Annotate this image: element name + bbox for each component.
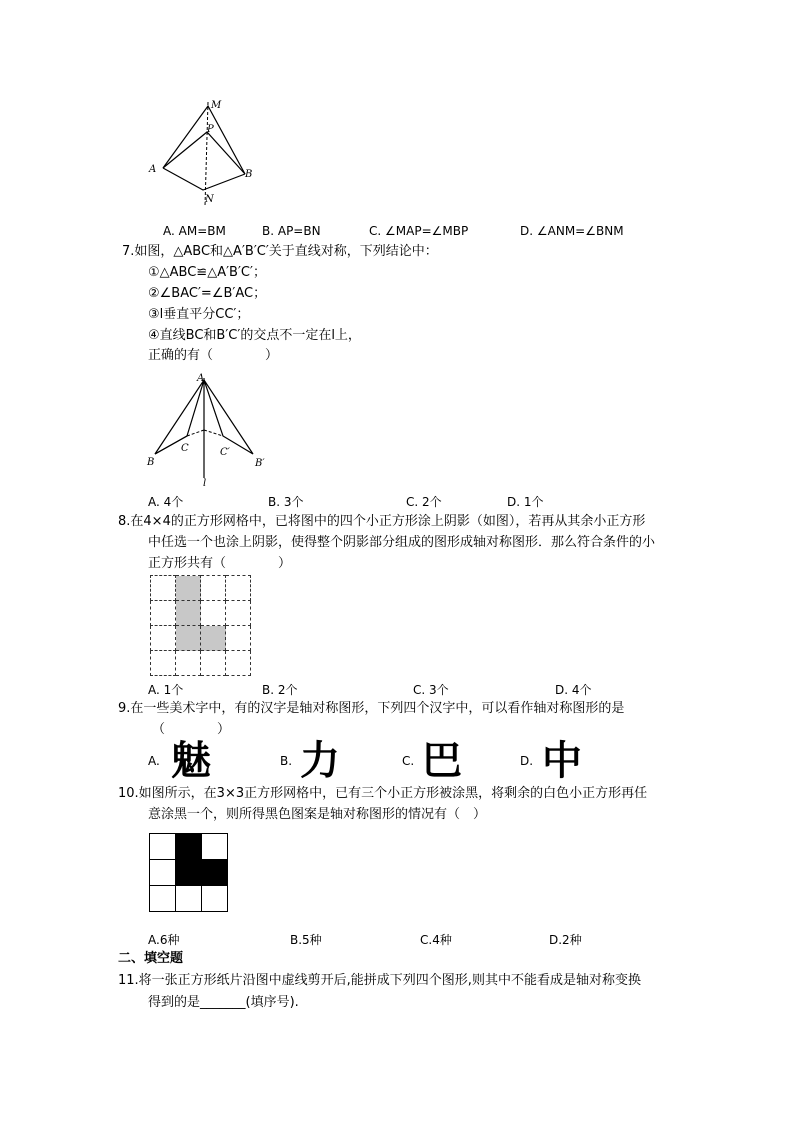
- q10-option-c[interactable]: C.4种: [420, 933, 452, 947]
- q9-line-2: （ ）: [152, 722, 231, 737]
- q8-option-b[interactable]: B. 2个: [262, 683, 298, 697]
- q8-option-d[interactable]: D. 4个: [555, 683, 592, 697]
- q10-option-d[interactable]: D.2种: [549, 933, 582, 947]
- q10-grid: [149, 833, 228, 912]
- q10-option-a[interactable]: A.6种: [148, 933, 180, 947]
- q6-label-a: A: [149, 164, 157, 175]
- q6-label-m: M: [211, 100, 222, 111]
- q9-option-c-letter[interactable]: C.: [402, 754, 415, 768]
- q10-option-b[interactable]: B.5种: [290, 933, 322, 947]
- q6-label-b: B: [245, 169, 253, 180]
- q7-option-d[interactable]: D. 1个: [507, 495, 544, 509]
- q9-option-a-char[interactable]: 魅: [171, 738, 211, 784]
- q7-option-b[interactable]: B. 3个: [268, 495, 304, 509]
- q8-line-1: 8.在4×4的正方形网格中，已将图中的四个小正方形涂上阴影（如图），若再从其余小正方形: [118, 514, 646, 529]
- q7-label-b: B: [147, 457, 155, 468]
- q6-option-d[interactable]: D. ∠ANM=∠BNM: [520, 224, 624, 238]
- q7-label-b-prime: B′: [255, 458, 265, 469]
- q8-option-c[interactable]: C. 3个: [413, 683, 449, 697]
- q6-label-n: N: [205, 194, 214, 205]
- q9-option-b-char[interactable]: 力: [300, 738, 340, 784]
- q10-line-2: 意涂黑一个，则所得黑色图案是轴对称图形的情况有（ ）: [148, 807, 487, 822]
- q9-line-1: 9.在一些美术字中，有的汉字是轴对称图形，下列四个汉字中，可以看作轴对称图形的是: [118, 701, 625, 716]
- q8-line-2: 中任选一个也涂上阴影，使得整个阴影部分组成的图形成轴对称图形．那么符合条件的小: [148, 535, 656, 550]
- q7-label-l: l: [203, 478, 207, 488]
- q7-ask: 正确的有（ ）: [148, 348, 279, 363]
- q6-option-a[interactable]: A. AM=BM: [163, 224, 226, 238]
- q7-stem: 7.如图，△ABC和△A′B′C′关于直线对称，下列结论中：: [122, 244, 438, 259]
- q10-line-1: 10.如图所示，在3×3正方形网格中，已有三个小正方形被涂黑，将剩余的白色小正方形再任: [118, 786, 648, 801]
- q9-option-d-char[interactable]: 中: [542, 738, 582, 784]
- q8-grid: [150, 575, 251, 676]
- q7-item-1: ①△ABC≌△A′B′C′；: [148, 265, 266, 280]
- q8-option-a[interactable]: A. 1个: [148, 683, 184, 697]
- q7-item-4: ④直线BC和B′C′的交点不一定在l上，: [148, 328, 361, 343]
- q7-figure: [143, 370, 273, 488]
- q11-line-1: 11.将一张正方形纸片沿图中虚线剪开后,能拼成下列四个图形,则其中不能看成是轴对称变换: [118, 973, 641, 988]
- q7-option-a[interactable]: A. 4个: [148, 495, 184, 509]
- q9-option-c-char[interactable]: 巴: [422, 738, 462, 784]
- q7-option-c[interactable]: C. 2个: [406, 495, 442, 509]
- q6-figure: [145, 98, 265, 210]
- q7-label-c: C: [181, 443, 189, 454]
- q7-item-3: ③l垂直平分CC′；: [148, 307, 250, 322]
- q6-option-b[interactable]: B. AP=BN: [262, 224, 321, 238]
- section-title-fill-in: 二、填空题: [118, 951, 184, 966]
- q7-label-a: A: [197, 373, 205, 384]
- q6-option-c[interactable]: C. ∠MAP=∠MBP: [369, 224, 469, 238]
- q9-option-b-letter[interactable]: B.: [280, 754, 293, 768]
- q9-option-d-letter[interactable]: D.: [520, 754, 534, 768]
- q7-label-c-prime: C′: [220, 447, 230, 458]
- q6-label-p: P: [207, 124, 214, 135]
- q11-line-2: 得到的是_______(填序号).: [148, 995, 299, 1010]
- q8-line-3: 正方形共有（ ）: [148, 556, 292, 571]
- q9-option-a-letter[interactable]: A.: [148, 754, 160, 768]
- q7-item-2: ②∠BAC′=∠B′AC；: [148, 286, 267, 301]
